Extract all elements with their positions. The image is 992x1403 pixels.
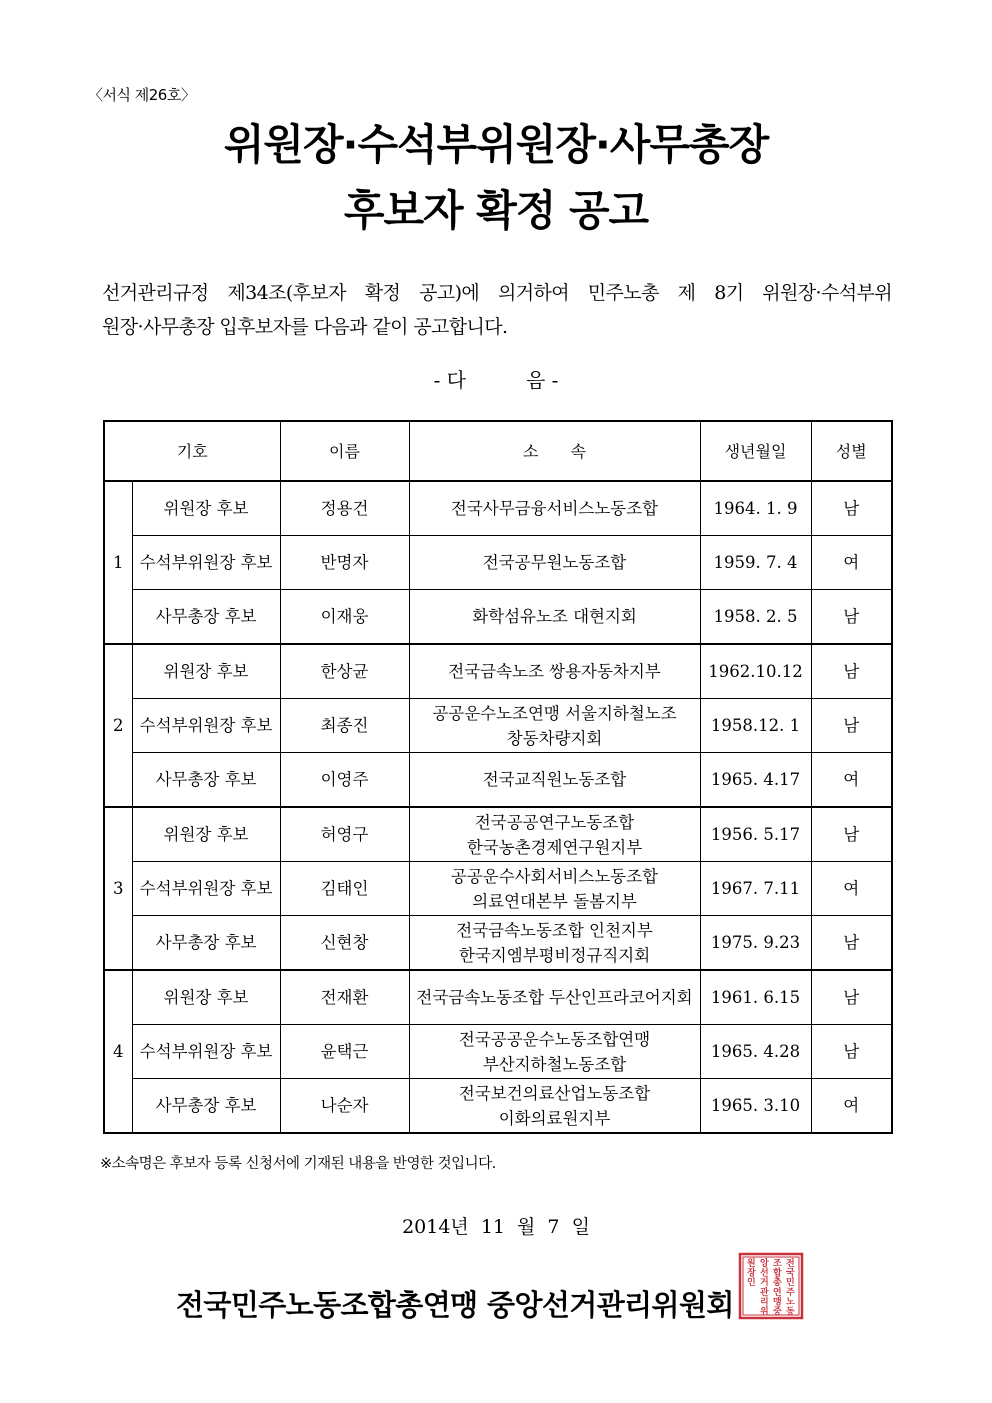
table-row [104, 481, 892, 536]
affiliation-line: 전국공공운수노동조합연맹 [458, 1029, 651, 1049]
table-row [104, 862, 892, 916]
gender-cell: 여 [811, 536, 892, 590]
table-row [104, 536, 892, 590]
affiliation-cell [409, 862, 700, 916]
birth-cell: 1975. 9.23 [700, 916, 811, 971]
affiliation-line: 의료연대본부 돌봄지부 [472, 891, 637, 911]
affiliation-cell [409, 807, 700, 862]
header-gender: 성별 [811, 421, 892, 481]
birth-cell: 1958.12. 1 [700, 699, 811, 753]
gender-cell: 남 [811, 644, 892, 699]
header-birth: 생년월일 [700, 421, 811, 481]
role-cell: 수석부위원장 후보 [132, 699, 280, 753]
affiliation-line: 한국지엠부평비정규직지회 [458, 945, 651, 965]
table-row [104, 916, 892, 971]
issuing-organization: 전국민주노동조합총연맹 중앙선거관리위원회 [176, 1288, 734, 1322]
table-body [104, 481, 892, 1133]
role-cell: 위원장 후보 [132, 481, 280, 536]
name-cell: 이재웅 [280, 590, 409, 645]
affiliation-cell [409, 481, 700, 536]
intro-paragraph [102, 276, 892, 344]
birth-cell: 1961. 6.15 [700, 970, 811, 1025]
affiliation-cell [409, 753, 700, 808]
gender-cell: 남 [811, 807, 892, 862]
birth-cell: 1967. 7.11 [700, 862, 811, 916]
affiliation-line: 전국공무원노동조합 [482, 553, 627, 572]
seal-char: 민 [786, 1278, 795, 1289]
name-cell: 허영구 [280, 807, 409, 862]
table-row [104, 644, 892, 699]
gender-cell: 여 [811, 753, 892, 808]
group-number-cell: 1 [104, 481, 132, 644]
role-cell: 수석부위원장 후보 [132, 862, 280, 916]
name-cell: 정용건 [280, 481, 409, 536]
gender-cell: 남 [811, 970, 892, 1025]
intro-line-2: 원장·사무총장 입후보자를 다음과 같이 공고합니다. [102, 316, 508, 338]
affiliation-line: 창동차량지회 [506, 728, 603, 748]
gender-cell: 여 [811, 1079, 892, 1134]
role-cell: 수석부위원장 후보 [132, 1025, 280, 1079]
affiliation-line: 공공운수사회서비스노동조합 [450, 866, 659, 886]
affiliation-cell [409, 536, 700, 590]
form-number: 〈서식 제26호〉 [88, 86, 196, 104]
affiliation-cell [409, 590, 700, 645]
affiliation-cell [409, 1025, 700, 1079]
affiliation-line: 이화의료원지부 [498, 1108, 611, 1128]
seal-char: 리 [760, 1297, 769, 1308]
role-cell: 위원장 후보 [132, 807, 280, 862]
gender-cell: 여 [811, 862, 892, 916]
affiliation-line: 전국금속노조 쌍용자동차지부 [448, 662, 661, 681]
seal-char: 총 [773, 1278, 782, 1289]
seal-char: 노 [786, 1297, 795, 1308]
role-cell: 사무총장 후보 [132, 1079, 280, 1134]
name-cell: 신현창 [280, 916, 409, 971]
seal-char: 장 [747, 1268, 756, 1279]
table-row [104, 753, 892, 808]
page-title-line1: 위원장·수석부위원장·사무총장 [223, 120, 769, 169]
group-number-cell: 4 [104, 970, 132, 1133]
name-cell: 한상균 [280, 644, 409, 699]
group-number-cell: 3 [104, 807, 132, 970]
role-cell: 사무총장 후보 [132, 590, 280, 645]
affiliation-cell [409, 1079, 700, 1134]
table-row [104, 807, 892, 862]
name-cell: 김태인 [280, 862, 409, 916]
announcement-date: 2014년 11 월 7 일 [402, 1216, 590, 1238]
table-row [104, 970, 892, 1025]
table-row [104, 590, 892, 645]
official-seal-icon [738, 1252, 804, 1320]
table-row [104, 1025, 892, 1079]
header-name: 이름 [280, 421, 409, 481]
seal-char: 합 [773, 1268, 782, 1279]
name-cell: 전재환 [280, 970, 409, 1025]
affiliation-line: 전국사무금융서비스노동조합 [450, 499, 659, 518]
affiliation-line: 한국농촌경제연구원지부 [466, 837, 643, 857]
seal-char: 주 [786, 1287, 795, 1298]
seal-char: 거 [760, 1278, 769, 1289]
table-header-row [104, 421, 892, 481]
seal-char: 앙 [760, 1259, 769, 1269]
birth-cell: 1959. 7. 4 [700, 536, 811, 590]
birth-cell: 1964. 1. 9 [700, 481, 811, 536]
role-cell: 사무총장 후보 [132, 753, 280, 808]
seal-char: 위 [760, 1307, 769, 1317]
birth-cell: 1965. 4.28 [700, 1025, 811, 1079]
seal-char: 관 [760, 1287, 769, 1298]
candidates-table [103, 420, 893, 1134]
seal-char: 국 [786, 1268, 795, 1279]
role-cell: 위원장 후보 [132, 970, 280, 1025]
role-cell: 사무총장 후보 [132, 916, 280, 971]
name-cell: 최종진 [280, 699, 409, 753]
group-number-cell: 2 [104, 644, 132, 807]
role-cell: 위원장 후보 [132, 644, 280, 699]
table-row [104, 1079, 892, 1134]
intro-line-1: 선거관리규정 제34조(후보자 확정 공고)에 의거하여 민주노총 제 8기 위원장·수석부위 [102, 282, 892, 304]
affiliation-line: 전국공공연구노동조합 [474, 812, 635, 832]
affiliation-line: 전국보건의료산업노동조합 [458, 1083, 651, 1103]
seal-char: 원 [747, 1259, 756, 1269]
gender-cell: 남 [811, 481, 892, 536]
affiliation-cell [409, 644, 700, 699]
birth-cell: 1962.10.12 [700, 644, 811, 699]
gender-cell: 남 [811, 590, 892, 645]
table-row [104, 699, 892, 753]
seal-char: 맹 [773, 1297, 782, 1308]
section-heading: - 다 음 - [433, 368, 559, 392]
seal-char: 전 [786, 1259, 795, 1269]
affiliation-cell [409, 916, 700, 971]
page-title-line2: 후보자 확정 공고 [343, 186, 649, 235]
birth-cell: 1956. 5.17 [700, 807, 811, 862]
name-cell: 이영주 [280, 753, 409, 808]
birth-cell: 1958. 2. 5 [700, 590, 811, 645]
affiliation-line: 전국금속노동조합 인천지부 [456, 920, 653, 940]
gender-cell: 남 [811, 1025, 892, 1079]
seal-char: 조 [773, 1259, 782, 1269]
birth-cell: 1965. 4.17 [700, 753, 811, 808]
affiliation-cell [409, 699, 700, 753]
seal-char: 선 [760, 1268, 769, 1279]
header-affiliation: 소 속 [409, 421, 700, 481]
birth-cell: 1965. 3.10 [700, 1079, 811, 1134]
name-cell: 반명자 [280, 536, 409, 590]
name-cell: 나순자 [280, 1079, 409, 1134]
affiliation-line: 전국금속노동조합 두산인프라코어지회 [416, 988, 693, 1007]
header-number: 기호 [104, 421, 280, 481]
seal-char: 동 [786, 1307, 795, 1317]
role-cell: 수석부위원장 후보 [132, 536, 280, 590]
gender-cell: 남 [811, 699, 892, 753]
affiliation-cell [409, 970, 700, 1025]
name-cell: 윤택근 [280, 1025, 409, 1079]
seal-char: 중 [773, 1307, 782, 1317]
seal-char: 연 [773, 1287, 782, 1298]
affiliation-line: 부산지하철노동조합 [482, 1054, 627, 1074]
affiliation-line: 공공운수노조연맹 서울지하철노조 [432, 703, 677, 723]
affiliation-line: 전국교직원노동조합 [482, 770, 627, 789]
gender-cell: 남 [811, 916, 892, 971]
seal-char: 인 [747, 1278, 756, 1289]
footnote: ※소속명은 후보자 등록 신청서에 기재된 내용을 반영한 것입니다. [100, 1156, 496, 1172]
affiliation-line: 화학섬유노조 대현지회 [472, 607, 637, 626]
